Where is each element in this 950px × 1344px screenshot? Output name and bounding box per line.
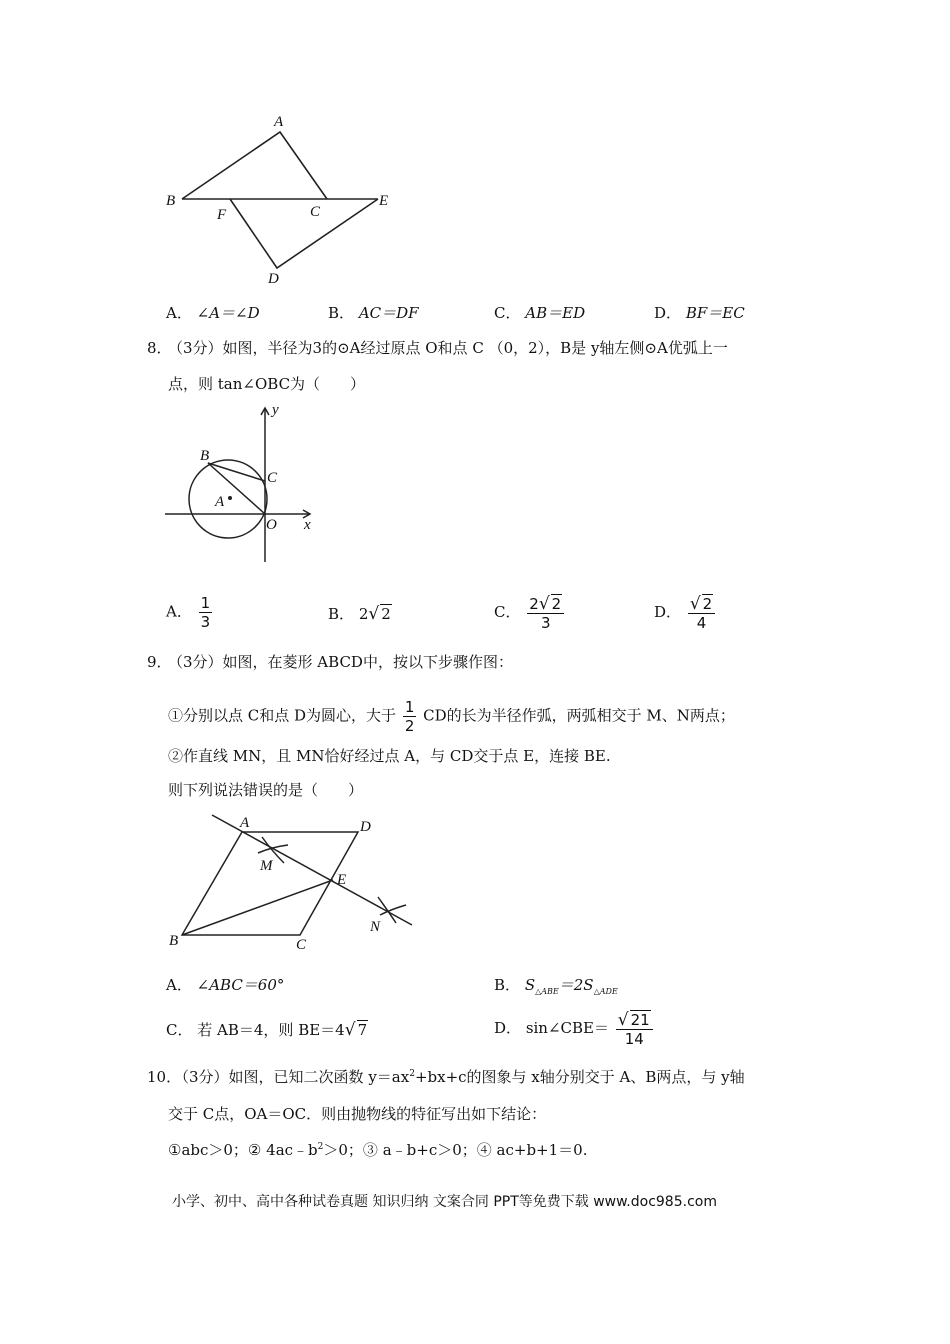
option-letter: B． <box>328 304 355 322</box>
q8-option-a[interactable] <box>166 594 214 631</box>
label-M: M <box>260 858 273 874</box>
circle-a <box>189 460 267 538</box>
option-letter: D． <box>654 304 682 322</box>
q10-number: 10． <box>147 1068 182 1086</box>
figure-q7-triangles <box>160 105 400 290</box>
label-B: B <box>169 933 179 949</box>
label-D: D <box>268 271 279 287</box>
option-text: BF＝EC <box>685 304 745 322</box>
label-C: C <box>310 204 321 220</box>
sqrt-sign: √ <box>344 1020 356 1040</box>
q9-option-b[interactable]: B． $S_{\triangle ABE}=2S_{\triangle ADE}$ <box>494 976 618 996</box>
label-B: B <box>200 448 210 464</box>
q9-question: 则下列说法错误的是（ ） <box>168 781 364 799</box>
q10-stem-line1: （3分）如图，已知二次函数 $y=ax^2+bx+c$的图象与 x轴分别交于 A、B两点，与 y轴 <box>174 1068 745 1086</box>
fraction-half: $\frac{1}{2}$ <box>404 698 415 735</box>
q8-number: 8． <box>147 339 172 357</box>
sqrt-sign: √ <box>368 604 380 624</box>
label-x: x <box>304 517 311 533</box>
center-dot <box>228 496 232 500</box>
q9-option-c[interactable]: C． 若 AB＝4，则 BE＝4√ 7 <box>166 1020 368 1040</box>
figure-q9-rhombus <box>160 805 430 955</box>
q10-conclusions: ①abc＞0；② $4ac﹣b^2>0$；③ a﹣b+c＞0；④ ac+b+1＝0. <box>168 1141 588 1159</box>
q7-option-c[interactable] <box>494 303 585 323</box>
option-text: ∠ABC＝60° <box>196 976 285 994</box>
label-E: E <box>379 193 389 209</box>
line-f-d-e <box>230 199 378 268</box>
fraction: $\frac{1}{3}$ <box>200 594 211 631</box>
label-y: y <box>272 402 279 418</box>
q8-option-b[interactable]: B． 2√ 2 <box>328 604 391 624</box>
option-letter: A． <box>166 304 192 322</box>
q9-step2: ②作直线 MN，且 MN恰好经过点 A，与 CD交于点 E，连接 BE. <box>168 747 611 765</box>
label-B: B <box>166 193 176 209</box>
label-A: A <box>215 494 225 510</box>
option-letter: C． <box>494 304 521 322</box>
label-C: C <box>296 937 307 953</box>
fraction: $\frac{√ 21}{14}$ <box>616 1010 653 1048</box>
option-letter: A． <box>166 602 192 621</box>
fraction: $\frac{√ 2}{4}$ <box>688 594 715 632</box>
q9-stem-line1: （3分）如图，在菱形 ABCD中，按以下步骤作图： <box>168 653 513 671</box>
line-b-a-c <box>182 132 327 199</box>
option-letter: A． <box>166 976 192 994</box>
q8-option-c[interactable] <box>494 594 566 632</box>
q9-option-a[interactable] <box>166 975 284 995</box>
label-A: A <box>240 815 250 831</box>
label-O: O <box>266 517 277 533</box>
label-N: N <box>370 919 381 935</box>
q8-stem-line2: 点，则 tan∠OBC为（ ） <box>168 375 366 393</box>
figure-q8-circle <box>160 400 330 570</box>
label-D: D <box>360 819 371 835</box>
arc-n <box>378 897 396 923</box>
fraction: $\frac{2√ 2}{3}$ <box>527 594 564 632</box>
q8-stem-line1: （3分）如图，半径为3的⊙A经过原点 O和点 C （0，2），B是 y轴左侧⊙A优弧上一 <box>168 339 728 357</box>
segment-be <box>182 880 333 935</box>
option-text: AB＝ED <box>525 304 586 322</box>
q9-number: 9． <box>147 653 172 671</box>
option-letter: C． <box>166 1021 193 1039</box>
q9-step1: ①分别以点 C和点 D为圆心，大于 $\frac{1}{2}$ CD的长为半径作弧，两弧相交于 M、N两点； <box>168 698 735 735</box>
q8-option-d[interactable] <box>654 594 717 632</box>
option-text: ∠A＝∠D <box>196 304 260 322</box>
option-letter: D． <box>654 603 682 621</box>
q10-stem-line2: 交于 C点，OA＝OC．则由抛物线的特征写出如下结论： <box>168 1105 547 1123</box>
option-letter: D． <box>494 1019 522 1037</box>
option-letter: B． <box>494 976 521 994</box>
option-letter: C． <box>494 603 521 621</box>
label-E: E <box>337 872 347 888</box>
option-letter: B． <box>328 605 355 623</box>
q7-option-d[interactable] <box>654 303 745 323</box>
q9-option-d[interactable]: D． sin∠CBE＝ $\frac{√ 21}{14}$ <box>494 1010 655 1048</box>
option-text: AC＝DF <box>358 304 419 322</box>
label-C: C <box>267 470 278 486</box>
label-F: F <box>217 207 227 223</box>
label-A: A <box>274 114 284 130</box>
q7-option-b[interactable] <box>328 303 419 323</box>
footer-banner: 小学、初中、高中各种试卷真题 知识归纳 文案合同 PPT等免费下载 www.doc985.com <box>172 1194 717 1210</box>
q7-option-a[interactable] <box>166 303 260 323</box>
